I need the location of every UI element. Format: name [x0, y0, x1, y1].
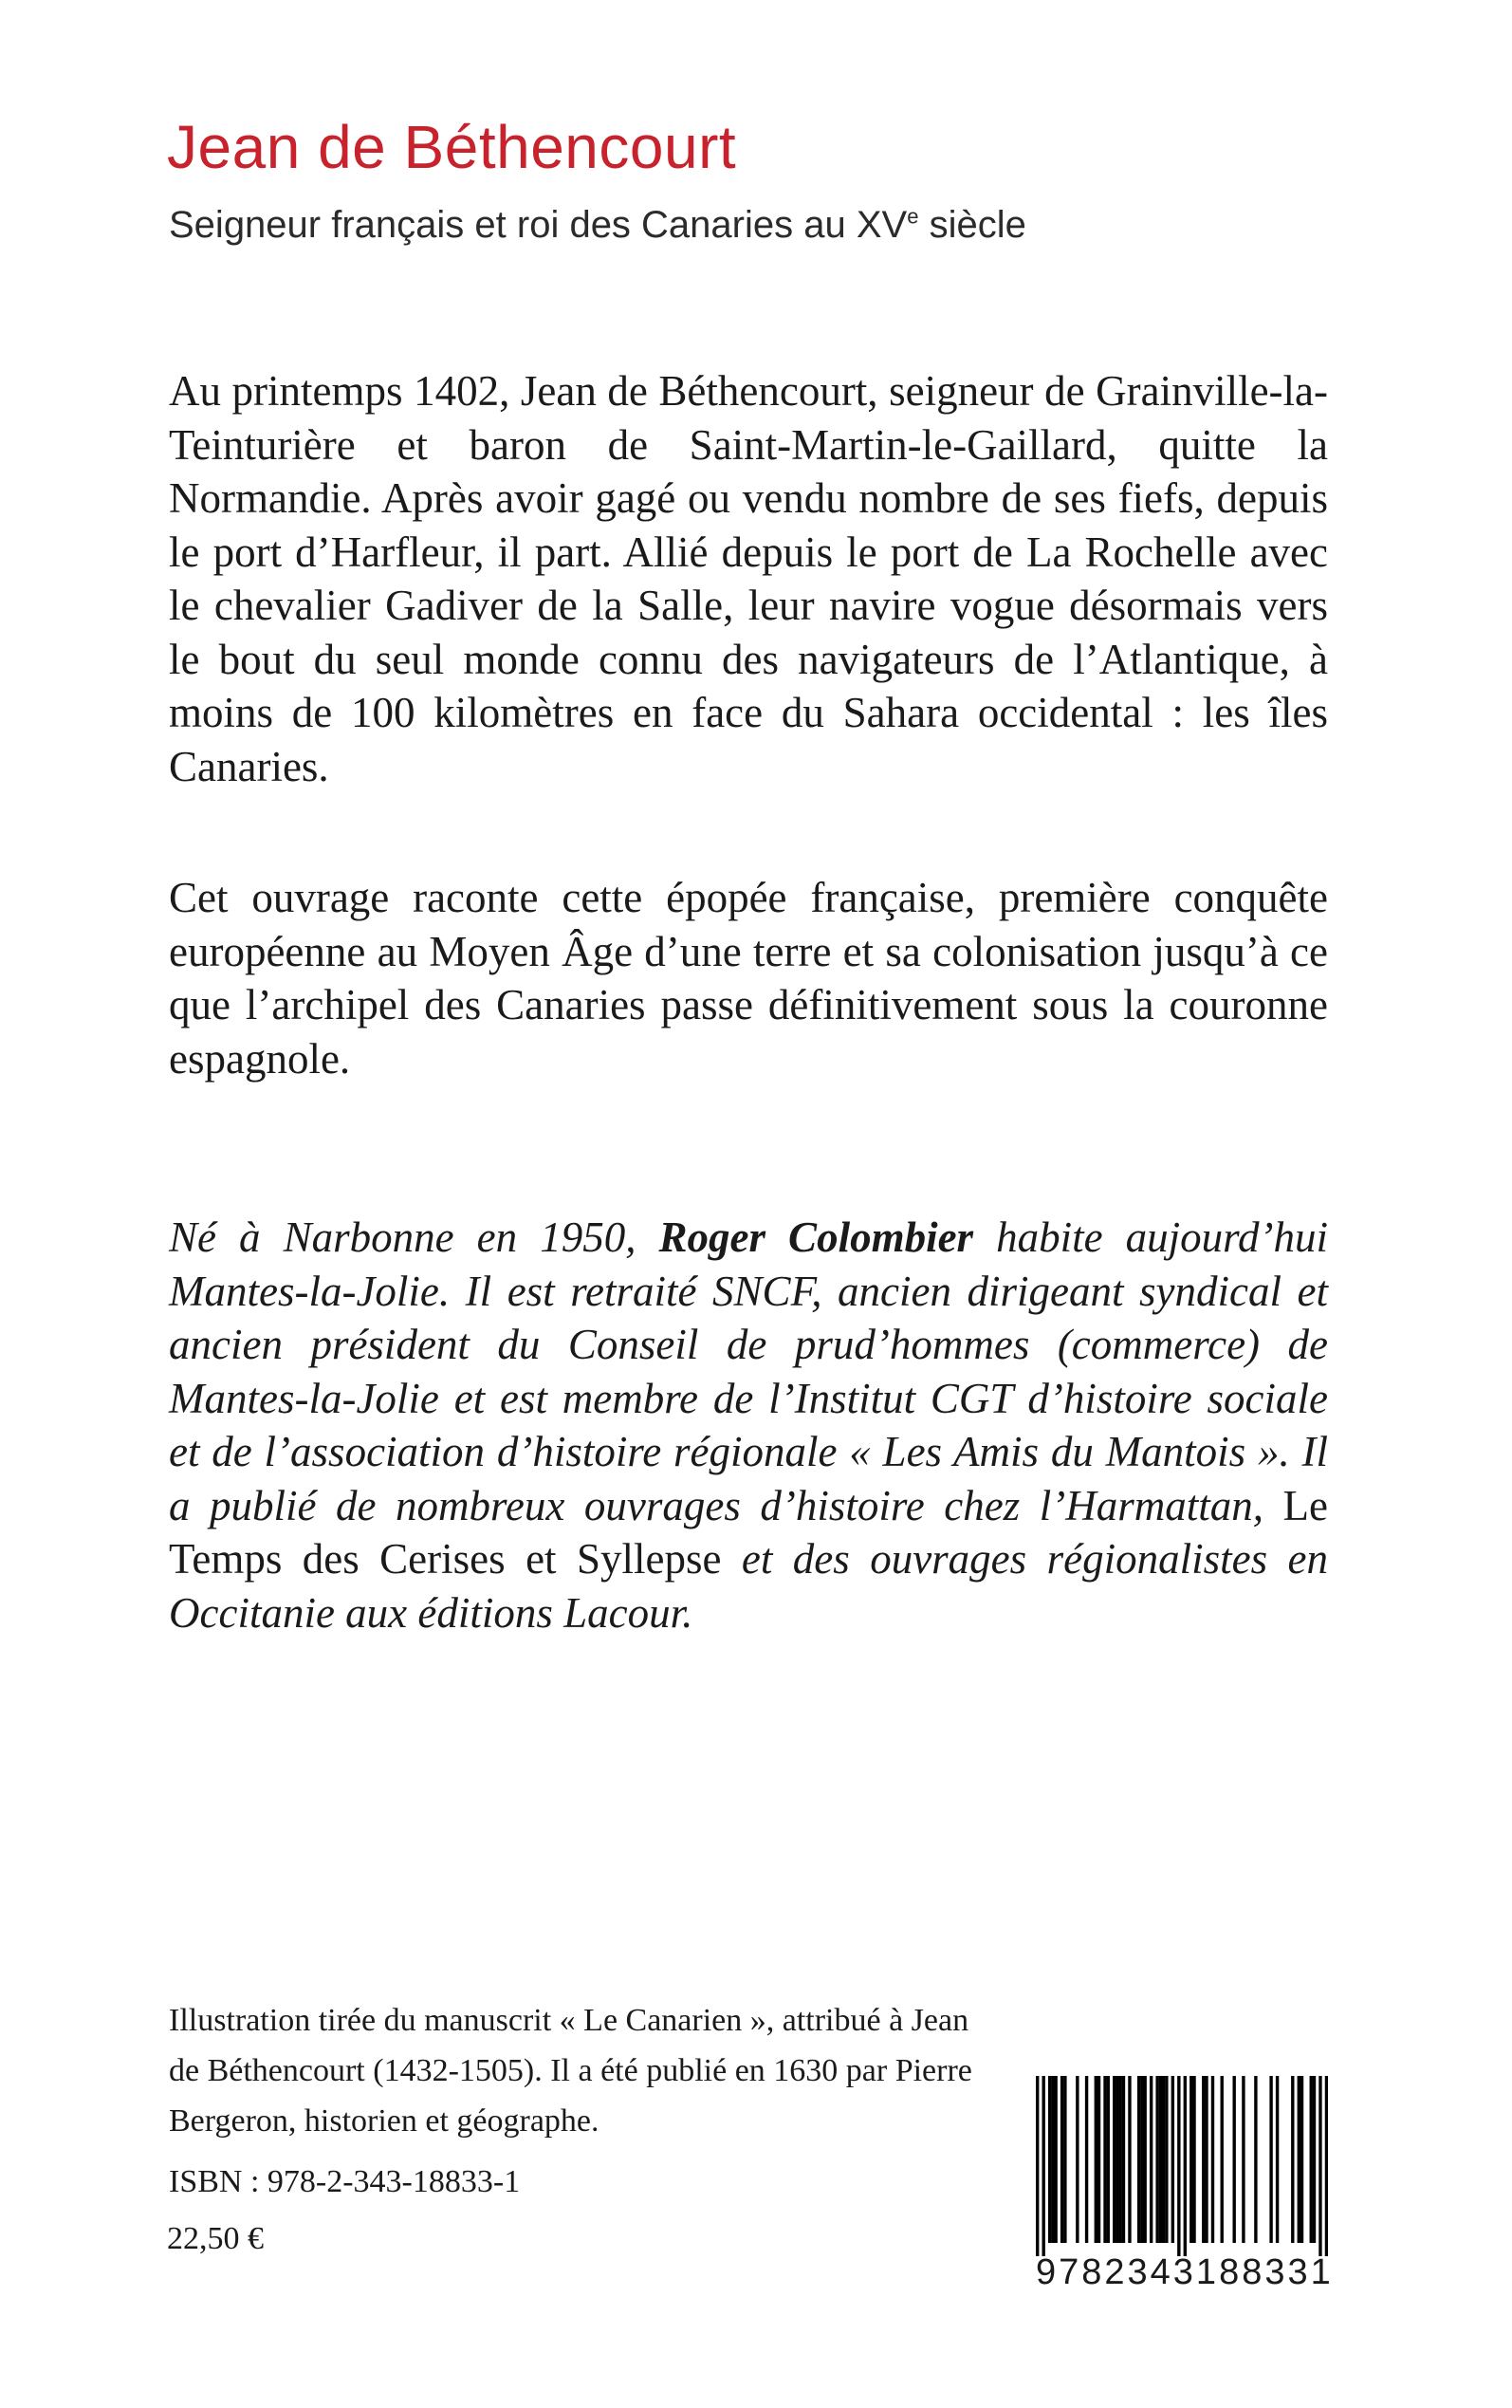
barcode-bar — [1165, 2076, 1168, 2243]
barcode-bar — [1221, 2076, 1224, 2243]
barcode-bar — [1150, 2076, 1152, 2243]
barcode-bar — [1211, 2076, 1214, 2243]
publisher-1: Le Temps des Cerises — [169, 1481, 1328, 1583]
barcode-bar — [1042, 2076, 1044, 2256]
barcode-bar — [1171, 2076, 1174, 2243]
price: 22,50 € — [167, 2221, 264, 2256]
barcode-bar — [1085, 2076, 1088, 2243]
barcode-bar — [1076, 2076, 1079, 2243]
subtitle-main: Seigneur français et roi des Canaries au XV — [169, 204, 908, 246]
barcode-bar — [1254, 2076, 1257, 2243]
subtitle-end: siècle — [918, 204, 1026, 246]
bio-and: et — [505, 1535, 577, 1583]
barcode-bar — [1140, 2076, 1143, 2243]
barcode-bar — [1242, 2076, 1245, 2243]
barcode-bar — [1159, 2076, 1162, 2243]
barcode-bar — [1276, 2076, 1279, 2243]
summary-paragraph-2: Cet ouvrage raconte cette épopée française, première conquête européenne au Moyen Âge d’une terre et sa colonisation jusqu’à ce que l’archipel des Canaries passe définitivement sous la couronne espagnole. — [169, 874, 1328, 1083]
bio-part-1: Né à Narbonne en 1950, — [169, 1213, 659, 1261]
book-title: Jean de Béthencourt — [167, 113, 737, 181]
barcode-bar — [1060, 2076, 1063, 2243]
barcode-bar — [1318, 2076, 1321, 2256]
barcode-bar — [1189, 2076, 1192, 2243]
bio-part-3: et des ouvrages régionalistes en Occitanie aux éditions Lacour. — [169, 1535, 1328, 1637]
summary-paragraph-1: Au printemps 1402, Jean de Béthencourt, seigneur de Grainville-la-Teinturière et baron de Saint-Martin-le-Gaillard, quitte la Normandie. Après avoir gagé ou vendu nombre de ses fiefs, depuis le port d’Harfleur, il part. Allié depuis le port de La Rochelle avec le chevalier Gadiver de la Salle, leur navire vogue désormais vers le bout du seul monde connu des navigateurs de l’Atlantique, à moins de 100 kilomètres en face du Sahara occidental : les îles Canaries. — [169, 367, 1328, 790]
barcode-bar — [1119, 2076, 1122, 2243]
author-bio — [169, 1211, 1328, 1639]
barcode-bar — [1313, 2076, 1316, 2243]
barcode-bar — [1137, 2076, 1140, 2243]
barcode-bar — [1300, 2076, 1303, 2243]
barcode-bar — [1048, 2076, 1051, 2243]
barcode-bar — [1205, 2076, 1208, 2243]
barcode-bar — [1095, 2076, 1097, 2243]
barcode-bar — [1184, 2076, 1187, 2256]
publisher-2: Syllepse — [576, 1535, 722, 1583]
illustration-credit: Illustration tirée du manuscrit « Le Canarien », attribué à Jean de Béthencourt (1432-1505). Il a été publié en 1630 par Pierre Bergeron, historien et géographe. — [169, 2003, 972, 2139]
barcode-bar — [1113, 2076, 1116, 2243]
barcode-bar — [1192, 2076, 1195, 2243]
barcode-bar — [1143, 2076, 1146, 2243]
barcode-bar — [1291, 2076, 1294, 2243]
barcode-bar — [1298, 2076, 1300, 2243]
barcode-bar — [1325, 2076, 1328, 2256]
barcode-bar — [1202, 2076, 1205, 2243]
barcode-bar — [1162, 2076, 1165, 2243]
author-name: Roger Colombier — [658, 1213, 974, 1261]
barcode-bar — [1063, 2076, 1066, 2243]
barcode-bar — [1054, 2076, 1057, 2243]
barcode-bar — [1051, 2076, 1054, 2243]
subtitle-superscript: e — [907, 204, 919, 229]
barcode-bar — [1097, 2076, 1100, 2243]
barcode-bar — [1232, 2076, 1235, 2243]
barcode-bar — [1116, 2076, 1118, 2243]
barcode-bars — [1036, 2076, 1328, 2256]
book-subtitle — [169, 204, 1026, 247]
barcode-bar — [1122, 2076, 1125, 2243]
barcode — [1036, 2076, 1334, 2296]
barcode-bar — [1155, 2076, 1158, 2243]
bio-part-2: habite aujourd’hui Mantes-la-Jolie. Il est retraité SNCF, ancien dirigeant syndical et ancien président du Conseil de prud’hommes (commerce) de Mantes-la-Jolie et est membre de l’Institut CGT d’histoire sociale et de l’association d’histoire régionale « Les Amis du Mantois ». Il a publié de nombreux ouvrages d’histoire chez l’Harmattan, — [169, 1213, 1329, 1529]
barcode-bar — [1310, 2076, 1313, 2243]
barcode-bar — [1107, 2076, 1110, 2243]
barcode-bar — [1177, 2076, 1180, 2256]
barcode-bar — [1103, 2076, 1106, 2243]
barcode-bar — [1269, 2076, 1272, 2243]
barcode-digits: 9782343188331 — [1036, 2252, 1334, 2292]
barcode-bar — [1128, 2076, 1131, 2243]
isbn: ISBN : 978-2-343-18833-1 — [169, 2164, 521, 2199]
barcode-bar — [1036, 2076, 1039, 2256]
